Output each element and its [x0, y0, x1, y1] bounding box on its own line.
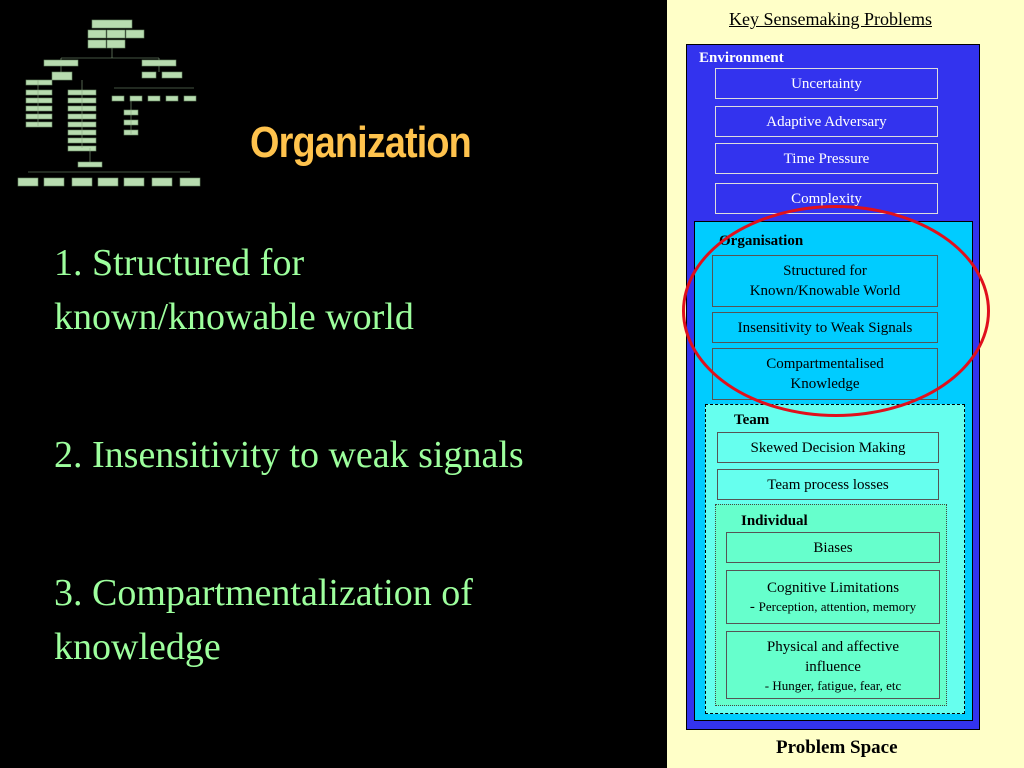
bullet-point-3: 3. Compartmentalization of knowledge — [54, 572, 473, 668]
org-item-compartmentalised-line1: Compartmentalised — [766, 356, 884, 372]
ind-item-physical-affective — [726, 631, 940, 699]
environment-label: Environment — [699, 50, 784, 66]
highlight-ellipse — [682, 205, 990, 417]
organisation-label: Organisation — [719, 233, 804, 249]
org-item-compartmentalised-line2: Knowledge — [790, 376, 860, 392]
env-item-adaptive-adversary: Adaptive Adversary — [715, 106, 938, 137]
ind-item-biases: Biases — [726, 532, 940, 563]
ind-item-cognitive-line1: Cognitive Limitations — [766, 580, 900, 596]
ind-item-cognitive-sub — [750, 598, 916, 616]
panel-title: Key Sensemaking Problems — [729, 9, 932, 29]
individual-label: Individual — [741, 513, 808, 529]
ind-item-cognitive-sub-prefix: - — [749, 599, 759, 615]
team-label: Team — [734, 412, 770, 428]
org-item-structured-line1: Structured for — [783, 263, 867, 279]
env-item-complexity: Complexity — [715, 183, 938, 214]
ind-item-physical-sub: - Hunger, fatigue, fear, etc — [764, 677, 902, 693]
env-item-uncertainty: Uncertainty — [715, 68, 938, 99]
ind-item-cognitive-limitations — [726, 570, 940, 624]
team-item-skewed-decision: Skewed Decision Making — [717, 432, 939, 463]
org-item-insensitivity: Insensitivity to Weak Signals — [712, 312, 938, 343]
slide-title: Organization — [250, 118, 471, 167]
bullet-point-2: 2. Insensitivity to weak signals — [54, 434, 524, 476]
env-item-time-pressure: Time Pressure — [715, 143, 938, 174]
ind-item-physical-line1: Physical and affective — [766, 638, 900, 655]
org-item-structured-line2: Known/Knowable World — [749, 283, 901, 299]
team-item-process-losses: Team process losses — [717, 469, 939, 500]
org-chart-image — [14, 18, 210, 194]
ind-item-cognitive-sub-text: Perception, attention, memory — [758, 599, 917, 614]
problem-space-label: Problem Space — [776, 737, 898, 758]
ind-item-physical-line2: influence — [805, 658, 861, 675]
bullet-point-1: 1. Structured for known/knowable world — [54, 242, 414, 338]
